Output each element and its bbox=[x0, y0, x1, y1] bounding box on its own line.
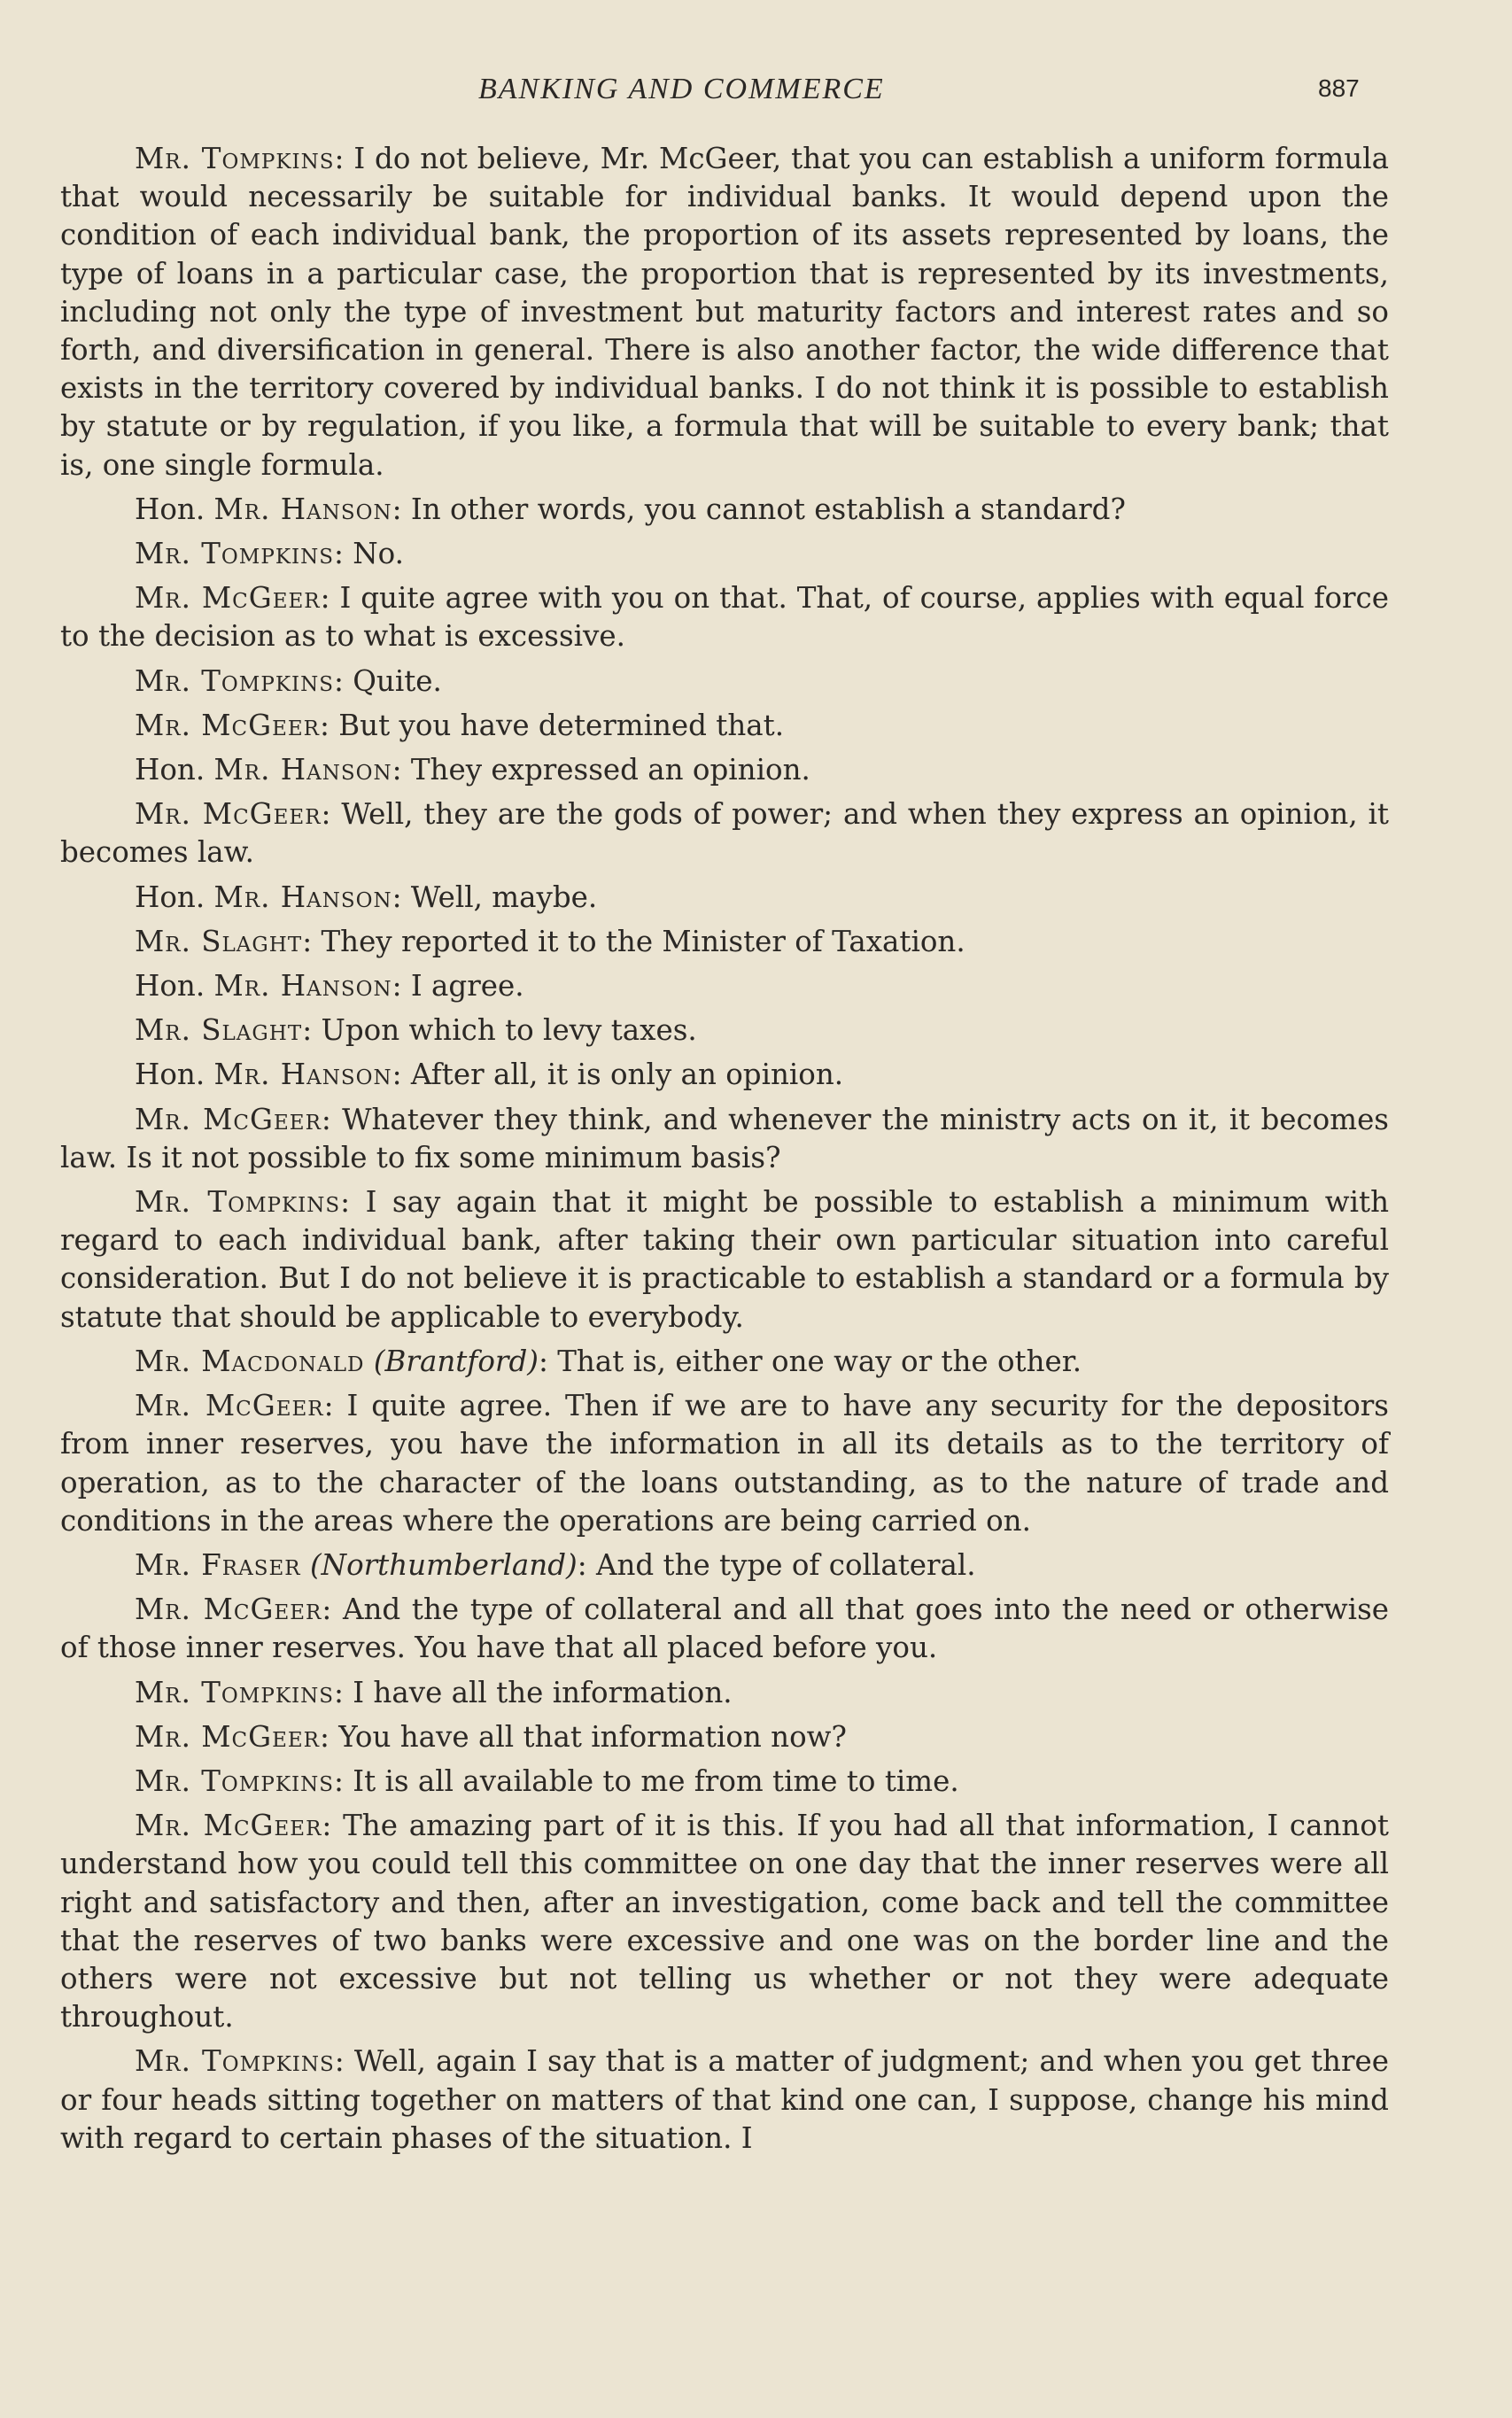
speech-text: : Quite. bbox=[333, 663, 442, 698]
speaker-name: Mr. McGeer bbox=[135, 1809, 322, 1843]
speaker-name: Mr. Hanson bbox=[213, 880, 392, 914]
speech-text: : In other words, you cannot establish a standard? bbox=[392, 492, 1126, 526]
speech-text: : Whatever they think, and whenever the ministry acts on it, it becomes law. Is it not possible to fix some minimum basis? bbox=[60, 1102, 1389, 1174]
transcript-paragraph bbox=[60, 1011, 1389, 1050]
speaker-name: Mr. McGeer bbox=[135, 1102, 322, 1136]
speaker-name: Mr. McGeer bbox=[135, 708, 320, 742]
speech-text: : No. bbox=[333, 537, 405, 571]
speaker-name: Mr. Hanson bbox=[213, 1058, 392, 1092]
speaker-name: Mr. McGeer bbox=[135, 1593, 322, 1627]
transcript-paragraph bbox=[60, 1807, 1389, 2036]
speech-text: : I quite agree with you on that. That, of course, applies with equal force to the decision as to what is excessive. bbox=[60, 581, 1389, 654]
speaker-name: Mr. Slaght bbox=[135, 924, 303, 958]
transcript-paragraph bbox=[60, 1101, 1389, 1177]
speech-text: : The amazing part of it is this. If you had all that information, I cannot understand how you could tell this committee on one day that the inner reserves were all right and satisfactory and then, after an investigation, come back and tell the committee that the reserves of two banks were excessive and one was on the border line and the others were not excessive but not telling us whether or not they were adequate throughout. bbox=[60, 1809, 1389, 2034]
transcript-paragraph bbox=[60, 751, 1389, 789]
speech-text: : I have all the information. bbox=[333, 1675, 733, 1709]
speaker-name: Mr. Tompkins bbox=[135, 537, 334, 571]
speaker-name: Mr. Fraser bbox=[135, 1547, 301, 1582]
speech-text: : That is, either one way or the other. bbox=[538, 1344, 1082, 1378]
body-text bbox=[60, 140, 1389, 2164]
transcript-paragraph bbox=[60, 1718, 1389, 1756]
speech-text: : You have all that information now? bbox=[320, 1719, 847, 1754]
speech-text: : And the type of collateral. bbox=[577, 1547, 976, 1582]
speaker-name: Mr. Slaght bbox=[135, 1013, 303, 1048]
speaker-name: Mr. Hanson bbox=[213, 492, 392, 526]
transcript-paragraph bbox=[60, 663, 1389, 701]
transcript-paragraph bbox=[60, 967, 1389, 1005]
transcript-paragraph bbox=[60, 879, 1389, 917]
speaker-honorific: Hon. bbox=[135, 1058, 214, 1092]
speech-text: : I do not believe, Mr. McGeer, that you can establish a uniform formula that would necessarily be suitable for individual banks. It would depend upon the condition of each individual bank, the proportion of its assets represented by loans, the type of loans in a particular case, the proportion that is represented by its investments, including not only the type of investment but maturity factors and interest rates and so forth, and diversification in general. There is also another factor, the wide difference that exists in the territory covered by individual banks. I do not think it is possible to establish by statute or by regulation, if you like, a formula that will be suitable to every bank; that is, one single formula. bbox=[60, 142, 1389, 482]
transcript-paragraph bbox=[60, 795, 1389, 872]
transcript-paragraph bbox=[60, 1546, 1389, 1585]
speech-text: : They reported it to the Minister of Taxation. bbox=[302, 924, 965, 958]
transcript-paragraph bbox=[60, 535, 1389, 573]
transcript-paragraph bbox=[60, 491, 1389, 529]
transcript-paragraph bbox=[60, 1387, 1389, 1540]
speaker-name: Mr. Tompkins bbox=[135, 1185, 341, 1220]
speaker-name: Mr. Macdonald bbox=[135, 1344, 365, 1378]
speaker-name: Mr. Tompkins bbox=[135, 1763, 334, 1798]
speaker-name: Mr. McGeer bbox=[135, 1719, 320, 1754]
speaker-honorific: Hon. bbox=[135, 880, 214, 914]
speech-text: : I say again that it might be possible to establish a minimum with regard to each individual bank, after taking their own particular situation into careful consideration. But I do not believe it is practicable to establish a standard or a formula by statute that should be applicable to everybody. bbox=[60, 1185, 1390, 1334]
transcript-paragraph bbox=[60, 707, 1389, 745]
speaker-name: Mr. Tompkins bbox=[135, 1675, 334, 1709]
speaker-name: Mr. Hanson bbox=[213, 969, 392, 1004]
page-number: 887 bbox=[1318, 74, 1360, 102]
speech-text: : Well, again I say that is a matter of judgment; and when you get three or four heads sitting together on matters of that kind one can, I suppose, change his mind with regard to certain phases of the situation. I bbox=[60, 2044, 1389, 2155]
speech-text: : Upon which to levy taxes. bbox=[302, 1013, 697, 1048]
speaker-riding: (Brantford) bbox=[373, 1344, 539, 1378]
speech-text: : I quite agree. Then if we are to have any security for the depositors from inner reserves, you have the information in all its details as to the territory of operation, as to the character of the loans outstanding, as to the nature of trade and conditions in the areas where the operations are being carried on. bbox=[60, 1389, 1389, 1538]
speech-text: : It is all available to me from time to time. bbox=[333, 1763, 959, 1798]
speaker-name: Mr. McGeer bbox=[135, 581, 321, 616]
speech-text: : And the type of collateral and all that goes into the need or otherwise of those inner reserves. You have that all placed before you. bbox=[60, 1593, 1389, 1665]
speaker-name: Mr. Tompkins bbox=[135, 142, 335, 175]
speaker-name: Mr. Tompkins bbox=[135, 663, 334, 698]
transcript-paragraph bbox=[60, 923, 1389, 961]
speaker-name: Mr. McGeer bbox=[135, 1389, 324, 1423]
speaker-name: Mr. McGeer bbox=[135, 797, 322, 832]
speaker-honorific: Hon. bbox=[135, 753, 214, 787]
speaker-name: Mr. Hanson bbox=[213, 753, 392, 787]
transcript-paragraph bbox=[60, 1343, 1389, 1381]
speaker-honorific: Hon. bbox=[135, 492, 214, 526]
speech-text: : Well, they are the gods of power; and when they express an opinion, it becomes law. bbox=[60, 797, 1389, 870]
running-title: BANKING AND COMMERCE bbox=[478, 73, 885, 105]
transcript-paragraph bbox=[60, 1674, 1389, 1712]
transcript-paragraph bbox=[60, 1056, 1389, 1094]
speech-text: : Well, maybe. bbox=[392, 880, 598, 914]
transcript-paragraph bbox=[60, 140, 1389, 484]
speaker-name: Mr. Tompkins bbox=[135, 2044, 335, 2079]
speech-text: : They expressed an opinion. bbox=[392, 753, 810, 787]
transcript-paragraph bbox=[60, 579, 1389, 655]
transcript-paragraph bbox=[60, 2042, 1389, 2158]
page-header bbox=[0, 73, 1512, 117]
speaker-riding: (Northumberland) bbox=[309, 1547, 578, 1582]
speech-text: : I agree. bbox=[392, 969, 524, 1004]
speech-text: : But you have determined that. bbox=[320, 708, 785, 742]
speaker-honorific: Hon. bbox=[135, 969, 214, 1004]
transcript-paragraph bbox=[60, 1183, 1389, 1337]
transcript-paragraph bbox=[60, 1763, 1389, 1801]
speech-text: : After all, it is only an opinion. bbox=[392, 1058, 844, 1092]
transcript-paragraph bbox=[60, 1591, 1389, 1667]
